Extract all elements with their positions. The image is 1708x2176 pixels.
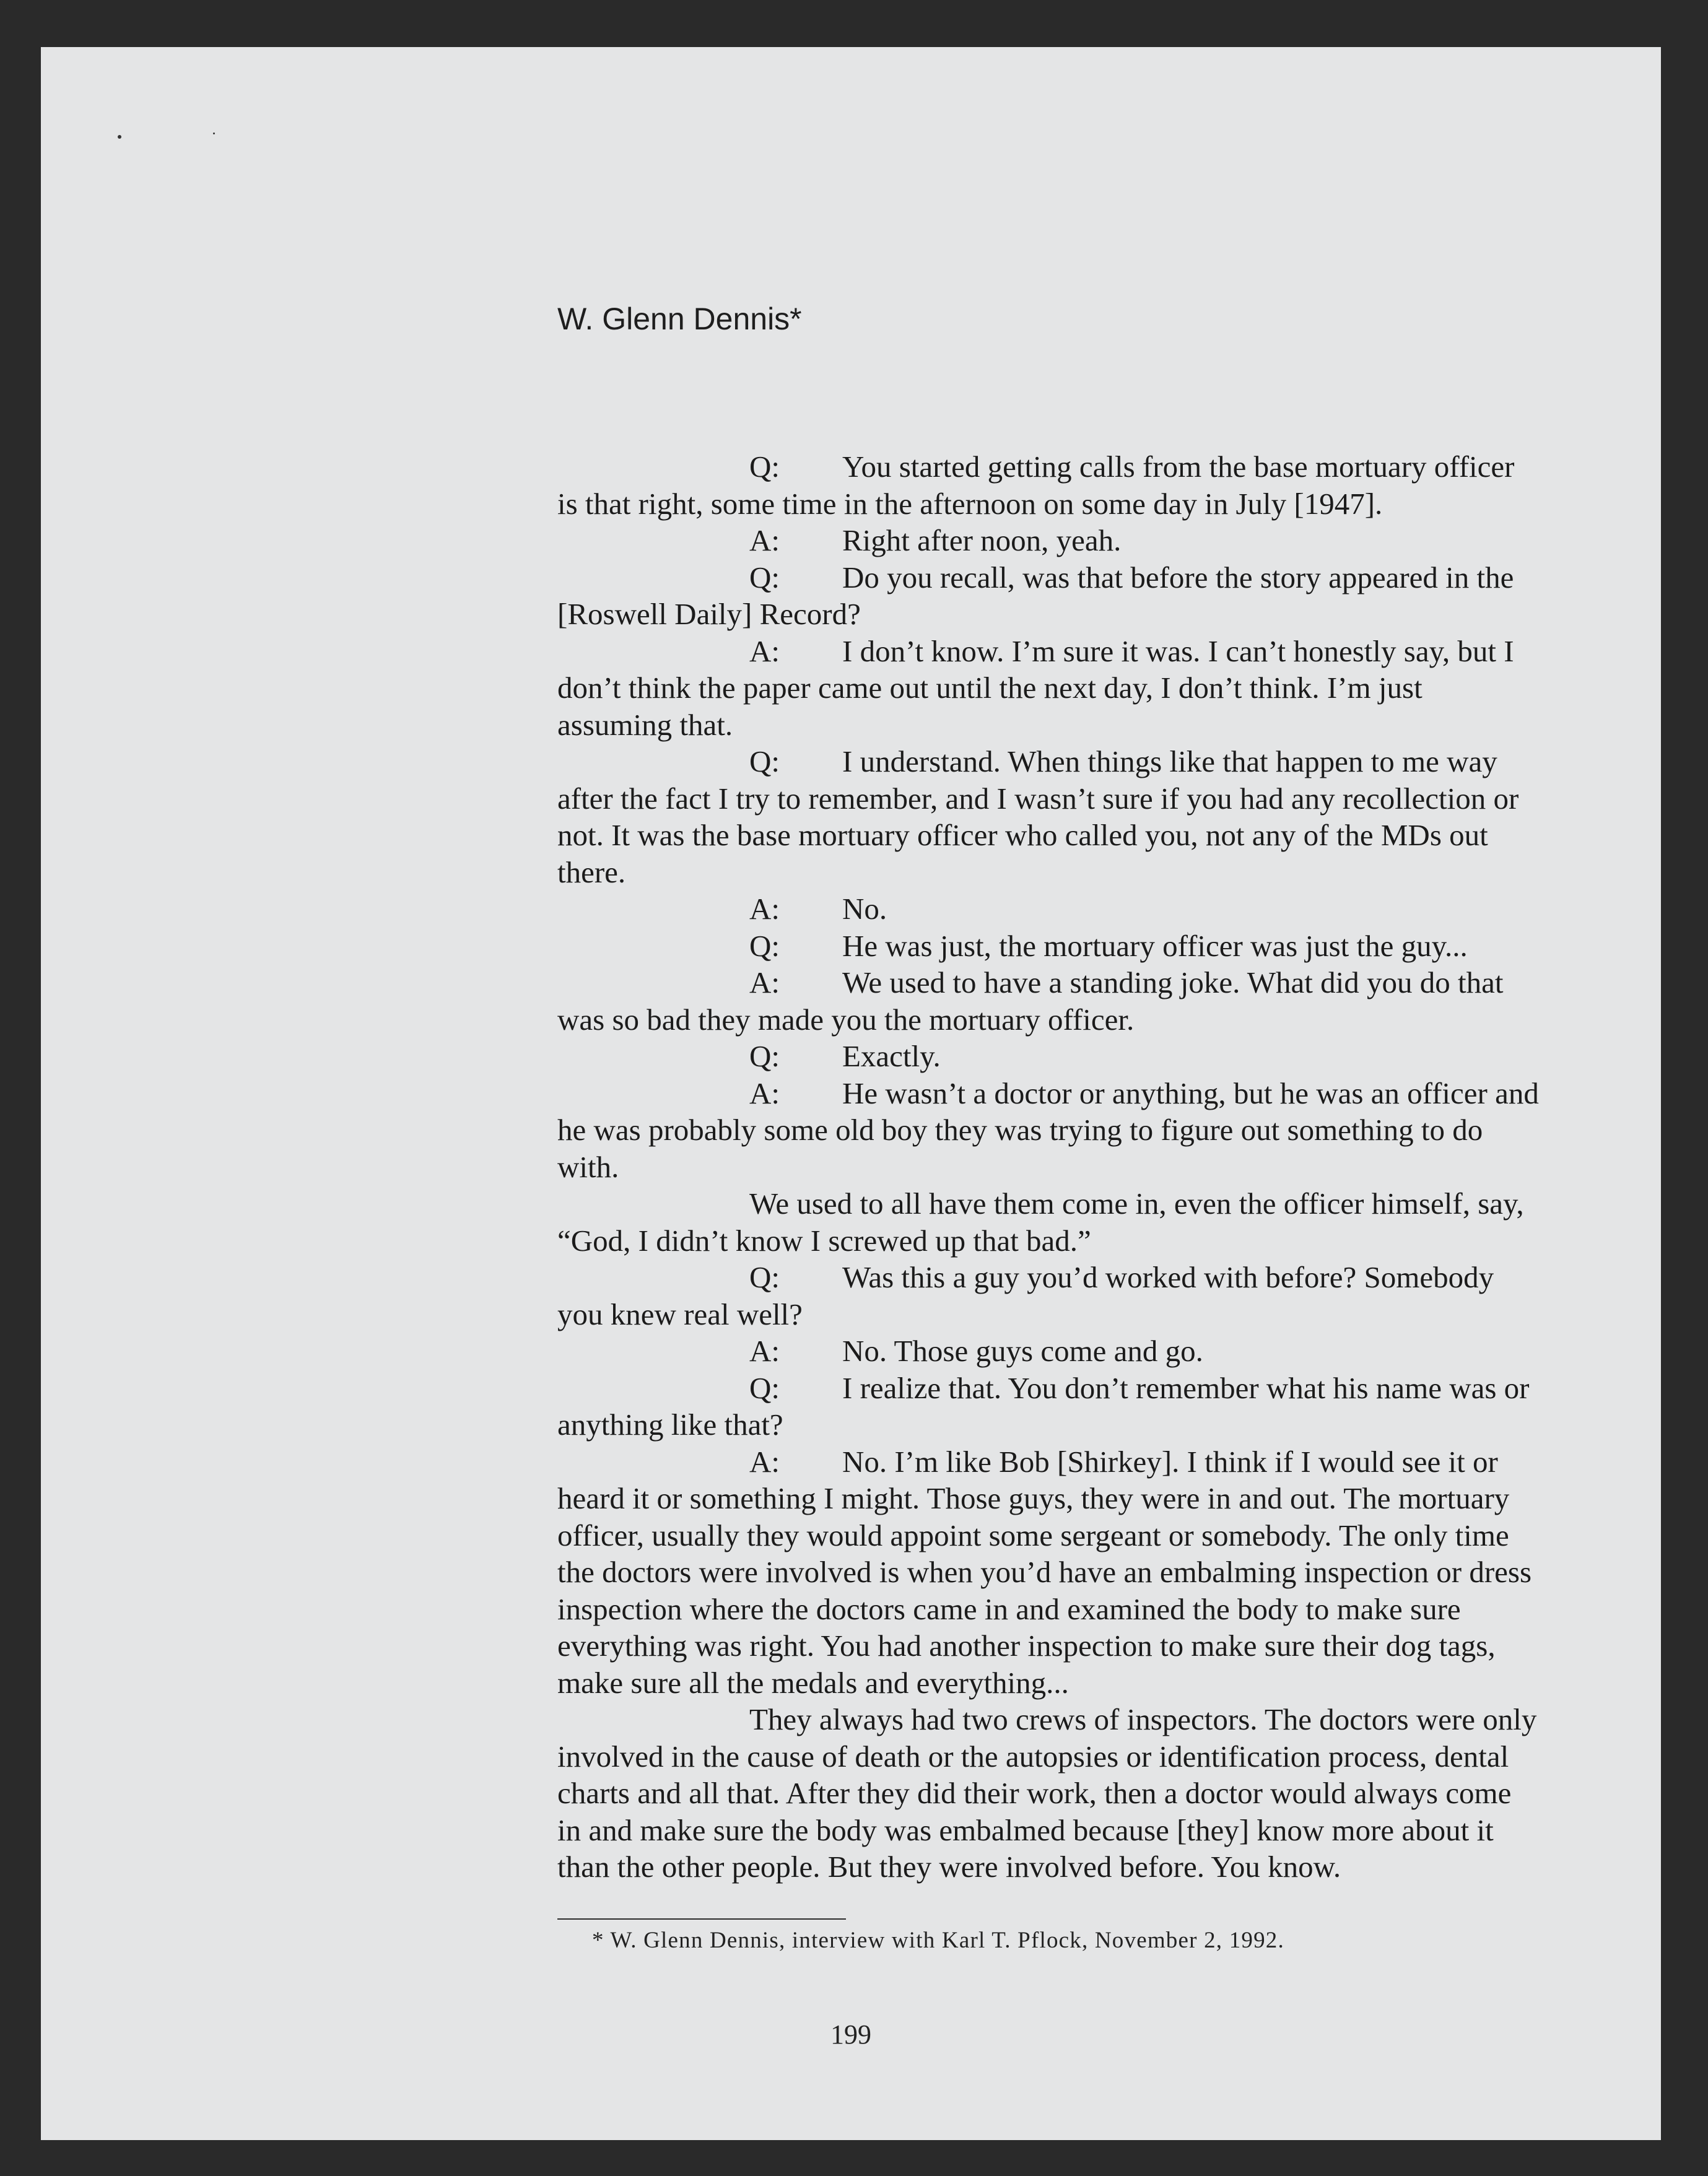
- speaker-label: A:: [749, 523, 780, 557]
- paragraph-text: I understand. When things like that happen to me way after the fact I try to remember, and I wasn’t sure if you had any recollection or not. It was the base mortuary officer who called you, not any of the MDs out there.: [557, 744, 1519, 889]
- speaker-label: A:: [749, 633, 780, 668]
- transcript-paragraph: [557, 1259, 1542, 1333]
- paragraph-text: Exactly.: [842, 1039, 941, 1073]
- transcript-paragraph: [557, 559, 1542, 633]
- transcript-paragraph: [557, 633, 1542, 744]
- document-title: W. Glenn Dennis*: [557, 302, 802, 336]
- paragraph-text: No. Those guys come and go.: [842, 1334, 1203, 1368]
- transcript-paragraph: [557, 964, 1542, 1038]
- speaker-label: A:: [749, 1444, 780, 1479]
- page-number: 199: [830, 2019, 871, 2050]
- paragraph-text: He was just, the mortuary officer was just the guy...: [842, 928, 1468, 963]
- transcript-paragraph: [557, 890, 1542, 928]
- transcript-paragraph: [557, 1370, 1542, 1443]
- transcript-paragraph: [557, 1038, 1542, 1075]
- speaker-label: Q:: [749, 928, 780, 963]
- paragraph-text: Was this a guy you’d worked with before? Somebody you knew real well?: [557, 1260, 1494, 1331]
- speaker-label: A:: [749, 1076, 780, 1110]
- speaker-label: Q:: [749, 1370, 780, 1405]
- paragraph-text: No. I’m like Bob [Shirkey]. I think if I would see it or heard it or something I might. Those guys, they were in and out. The mortuary officer, usually they would appoint some sergeant or somebody. The only time the doctors were involved is when you’d have an embalming inspection or dress inspection where the doctors came in and examined the body to make sure everything was right. You had another inspection to make sure their dog tags, make sure all the medals and everything...: [557, 1444, 1532, 1700]
- transcript-paragraph: [557, 448, 1542, 522]
- interview-transcript: [557, 448, 1542, 1886]
- speaker-label: Q:: [749, 1039, 780, 1073]
- document-page: [41, 47, 1661, 2140]
- paragraph-text: He wasn’t a doctor or anything, but he was an officer and he was probably some old boy they was trying to figure out something to do with.: [557, 1076, 1539, 1184]
- transcript-paragraph: [557, 1443, 1542, 1702]
- transcript-paragraph: [557, 743, 1542, 890]
- paragraph-text: I realize that. You don’t remember what his name was or anything like that?: [557, 1370, 1530, 1442]
- paragraph-text: I don’t know. I’m sure it was. I can’t honestly say, but I don’t think the paper came out until the next day, I don’t think. I’m just assuming that.: [557, 633, 1514, 742]
- speaker-label: A:: [749, 965, 780, 999]
- transcript-paragraph: [557, 928, 1542, 965]
- speaker-label: Q:: [749, 744, 780, 778]
- speaker-label: Q:: [749, 450, 780, 484]
- paragraph-text: Right after noon, yeah.: [842, 523, 1122, 557]
- speaker-label: Q:: [749, 560, 780, 594]
- scan-speck: [118, 135, 121, 139]
- paragraph-text: We used to all have them come in, even the officer himself, say, “God, I didn’t know I screwed up that bad.”: [557, 1186, 1524, 1258]
- paragraph-text: Do you recall, was that before the story appeared in the [Roswell Daily] Record?: [557, 560, 1514, 631]
- transcript-continuation: [557, 1185, 1542, 1259]
- paragraph-text: We used to have a standing joke. What did you do that was so bad they made you the mortuary officer.: [557, 965, 1504, 1037]
- scan-speck: [213, 133, 215, 134]
- transcript-paragraph: [557, 1333, 1542, 1370]
- transcript-paragraph: [557, 522, 1542, 559]
- paragraph-text: You started getting calls from the base mortuary officer is that right, some time in the afternoon on some day in July [1947].: [557, 450, 1515, 521]
- transcript-paragraph: [557, 1075, 1542, 1186]
- transcript-continuation: [557, 1701, 1542, 1886]
- speaker-label: A:: [749, 892, 780, 926]
- paragraph-text: No.: [842, 892, 887, 926]
- footnote-divider: [557, 1918, 846, 1920]
- speaker-label: A:: [749, 1334, 780, 1368]
- footnote: * W. Glenn Dennis, interview with Karl T. Pflock, November 2, 1992.: [592, 1928, 1284, 1953]
- speaker-label: Q:: [749, 1260, 780, 1294]
- paragraph-text: They always had two crews of inspectors. The doctors were only involved in the cause of death or the autopsies or identification process, dental charts and all that. After they did their work, then a doctor would always come in and make sure the body was embalmed because [they] know more about it than the other people. But they were involved before. You know.: [557, 1702, 1537, 1884]
